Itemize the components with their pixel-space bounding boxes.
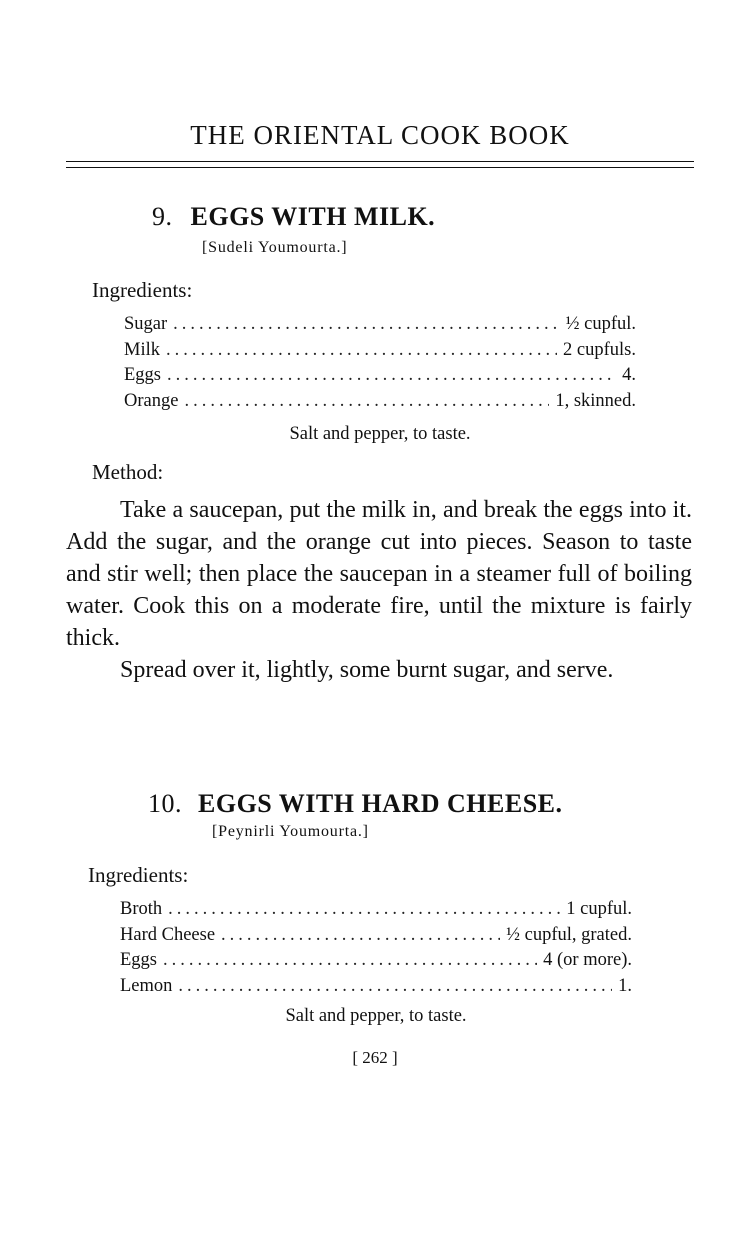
ingredient-row (124, 391, 636, 417)
recipe-10-seasoning-note: Salt and pepper, to taste. (285, 1006, 467, 1026)
recipe-10-subtitle: [Peynirli Youmourta.] (212, 823, 369, 840)
ingredient-quantity: ½ cupful. (565, 314, 636, 334)
ingredient-name: Sugar (124, 314, 168, 334)
recipe-9-method-label: Method: (92, 460, 164, 484)
header-rule-top (66, 161, 694, 162)
leader-dots (166, 340, 557, 361)
leader-dots (168, 899, 560, 920)
page-number: [ 262 ] (352, 1048, 398, 1067)
leader-dots (221, 925, 500, 946)
recipe-10-number: 10. (148, 789, 182, 818)
ingredient-row (120, 950, 632, 976)
leader-dots (167, 365, 616, 386)
ingredient-name: Orange (124, 390, 179, 411)
ingredient-row (124, 365, 636, 391)
recipe-9-ingredients-label: Ingredients: (92, 278, 193, 302)
recipe-10-ingredients-label: Ingredients: (88, 863, 189, 887)
ingredient-row (124, 340, 636, 366)
ingredient-name: Hard Cheese (120, 924, 216, 945)
ingredient-name: Lemon (120, 975, 173, 996)
recipe-9-ingredient-list (124, 314, 636, 416)
leader-dots (163, 950, 537, 971)
recipe-9-subtitle: [Sudeli Youmourta.] (202, 239, 348, 256)
ingredient-name: Eggs (124, 365, 161, 385)
recipe-9-seasoning-note: Salt and pepper, to taste. (289, 424, 471, 444)
ingredient-quantity: ½ cupful, grated. (506, 924, 632, 945)
ingredient-name: Broth (120, 899, 163, 919)
recipe-9-title (152, 202, 435, 232)
recipe-10-title (148, 789, 563, 819)
ingredient-quantity: 1. (618, 975, 632, 996)
ingredient-quantity: 4 (or more). (543, 950, 632, 970)
ingredient-row (120, 899, 632, 925)
ingredient-quantity: 1 cupful. (566, 899, 632, 919)
ingredient-quantity: 2 cupfuls. (563, 339, 636, 360)
ingredient-row (120, 925, 632, 951)
ingredient-name: Eggs (120, 950, 157, 970)
recipe-9-number: 9. (152, 202, 173, 231)
leader-dots (173, 314, 559, 335)
leader-dots (178, 976, 612, 997)
ingredient-quantity: 1, skinned. (555, 390, 636, 411)
recipe-10-title-text: EGGS WITH HARD CHEESE. (198, 789, 563, 818)
method-paragraph: Spread over it, lightly, some burnt sugar, and serve. (120, 657, 614, 683)
recipe-9-method-text (66, 494, 692, 686)
ingredient-row (124, 314, 636, 340)
leader-dots (184, 391, 549, 412)
recipe-9-title-text: EGGS WITH MILK. (190, 202, 436, 231)
ingredient-row (120, 976, 632, 1002)
recipe-10-ingredient-list (120, 899, 632, 1001)
header-rule-bottom (66, 167, 694, 168)
running-title: THE ORIENTAL COOK BOOK (190, 120, 570, 150)
ingredient-quantity: 4. (622, 365, 636, 385)
ingredient-name: Milk (124, 339, 160, 360)
method-paragraph: Take a saucepan, put the milk in, and break the eggs into it. Add the sugar, and the orange cut into pieces. Season to taste and stir well; then place the saucepan in a steamer full of boiling water. Cook this on a moderate fire, until the mixture is fairly thick. (66, 497, 692, 651)
